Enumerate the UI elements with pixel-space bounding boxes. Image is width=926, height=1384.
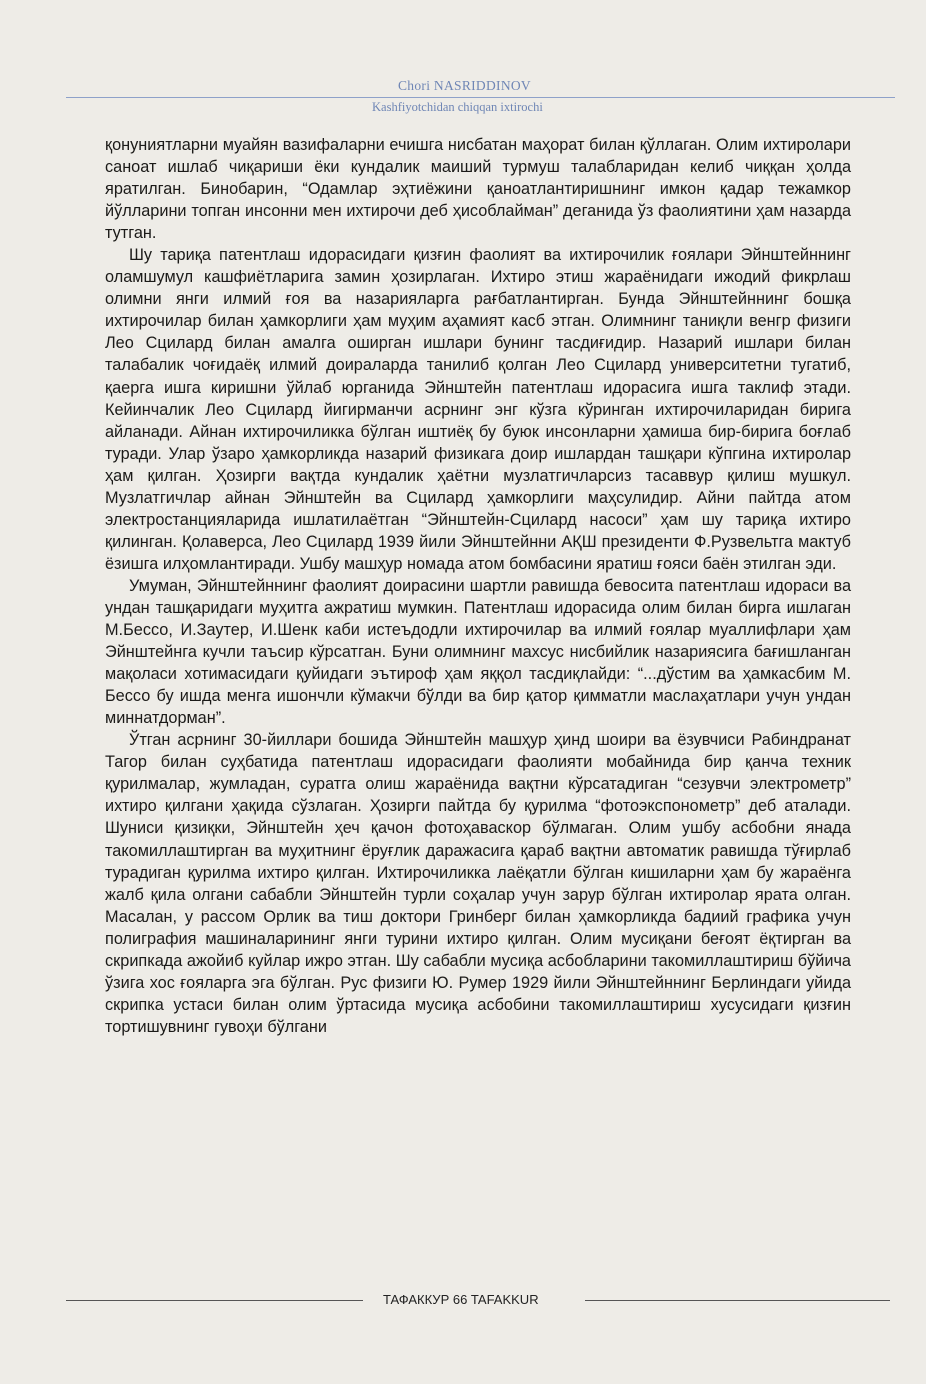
paragraph-4: Ўтган асрнинг 30-йиллари бошида Эйнштейн машҳур ҳинд шоири ва ёзувчиси Рабиндранат Тагор билан суҳбатида патентлаш идорасидаги фаолияти мобайнида бир қанча техник қурилмалар, жумладан, суратга олиш жараёнида вақтни кўрсатадиган “сезувчи электрометр” ихтиро қилгани ҳақида сўзлаган. Ҳозирги пайтда бу қурилма “фотоэкспонометр” деб аталади. Шуниси қизиқки, Эйнштейн ҳеч қачон фотоҳаваскор бўлмаган. Олим ушбу асбобни янада такомиллаштирган ва муҳитнинг ёруғлик даражасига қараб вақтни автоматик равишда тўғирлаб турадиган қурилма ихтиро қилган. Ихтирочиликка лаёқатли бўлган кишиларни ҳам бу жараёнга жалб қила олгани сабабли Эйнштейн турли соҳалар учун зарур бўлган ихтиролар ярата олган. Масалан, у рассом Орлик ва тиш доктори Гринберг билан ҳамкорликда бадиий графика учун полиграфия машиналарининг янги турини ихтиро қилган. Олим мусиқани беғоят ёқтирган ва скрипкада ажойиб куйлар ижро этган. Шу сабабли мусиқа асбобларини такомиллаштириш бўйича ўзига хос ғояларга эга бўлган. Рус физиги Ю. Румер 1929 йили Эйнштейннинг Берлиндаги уйида скрипка устаси билан олим ўртасида мусиқа асбобини такомиллаштириш хусусидаги қизғин тортишувнинг гувоҳи бўлгани [105,731,851,1036]
paragraph-3: Умуман, Эйнштейннинг фаолият доирасини шартли равишда бевосита патентлаш идораси ва ундан ташқаридаги муҳитга ажратиш мумкин. Патентлаш идорасида олим билан бирга ишлаган М.Бессо, И.Заутер, И.Шенк каби истеъдодли ихтирочилар ва илмий ғоялар муаллифлари ҳам Эйнштейнга кучли таъсир кўрсатган. Буни олимнинг махсус нисбийлик назариясига бағишланган мақоласи хотимасидаги қуйидаги эътироф ҳам яққол тасдиқлайди: “...дўстим ва ҳамкасбим М. Бессо бу ишда менга ишончли кўмакчи бўлди ва бир қатор қимматли маслаҳатлари учун ундан миннатдорман”. [105,576,851,728]
header-divider [66,97,895,98]
running-header-subtitle: Kashfiyotchidan chiqqan ixtirochi [372,100,543,114]
paragraph-2: Шу тариқа патентлаш идорасидаги қизғин фаолият ва ихтирочилик ғоялари Эйнштейннинг оламшумул кашфиётларига замин ҳозирлаган. Ихтиро этиш жараёнидаги ижодий фикрлаш олимни янги илмий ғоя ва назарияларга рағбатлантирган. Бунда Эйнштейннинг бошқа ихтирочилар билан ҳамкорлиги ҳам муҳим аҳамият касб этган. Олимнинг таниқли венгр физиги Лео Сцилард билан амалга оширган ишлари бунинг тасдиғидир. Назарий ишлари билан талабалик чоғидаёқ илмий доираларда танилиб қолган Лео Сцилард университетни тугатиб, қаерга ишга киришни ўйлаб юрганида Эйнштейн патентлаш идорасига ишга таклиф этади. Кейинчалик Лео Сцилард йигирманчи асрнинг энг кўзга кўринган ихтирочиларидан бирига айланади. Айнан ихтирочиликка бўлган иштиёқ бу буюк инсонларни ҳамиша бир-бирига боғлаб туради. Улар ўзаро ҳамкорликда назарий физикага доир ишлардан ташқари кўпгина ихтиролар ҳам қилган. Ҳозирги вақтда кундалик ҳаётни музлатгичларсиз тасаввур қилиш мушкул. Музлатгичлар айнан Эйнштейн ва Сцилард ҳамкорлиги маҳсулидир. Айни пайтда атом электростанцияларида ишлатилаётган “Эйнштейн-Сцилард насоси” ҳам шу тариқа ихтиро қилинган. Қолаверса, Лео Сцилард 1939 йили Эйнштейнни АҚШ президенти Ф.Рузвельтга мактуб ёзишга илҳомлантиради. Ушбу машҳур номада атом бомбасини яратиш ғояси баён этилган эди. [105,246,851,573]
running-header-author: Chori NASRIDDINOV [398,78,531,93]
page-footer [0,1290,926,1310]
footer-page-label: ТАФАККУР 66 TAFAKKUR [383,1292,539,1307]
paragraph-1: қонуниятларни муайян вазифаларни ечишга нисбатан маҳорат билан қўллаган. Олим ихтиролари саноат ишлаб чиқариши ёки кундалик маиший турмуш талабларидан келиб чиққан ҳолда яратилган. Бинобарин, “Одамлар эҳтиёжини қаноатлантиришнинг имкон қадар тежамкор йўлларини топган инсонни мен ихтирочи деб ҳисоблайман” деганида ўз фаолиятини ҳам назарда тутган. [105,136,851,243]
footer-divider-left [66,1300,363,1301]
article-body [105,134,851,1038]
footer-divider-right [585,1300,890,1301]
